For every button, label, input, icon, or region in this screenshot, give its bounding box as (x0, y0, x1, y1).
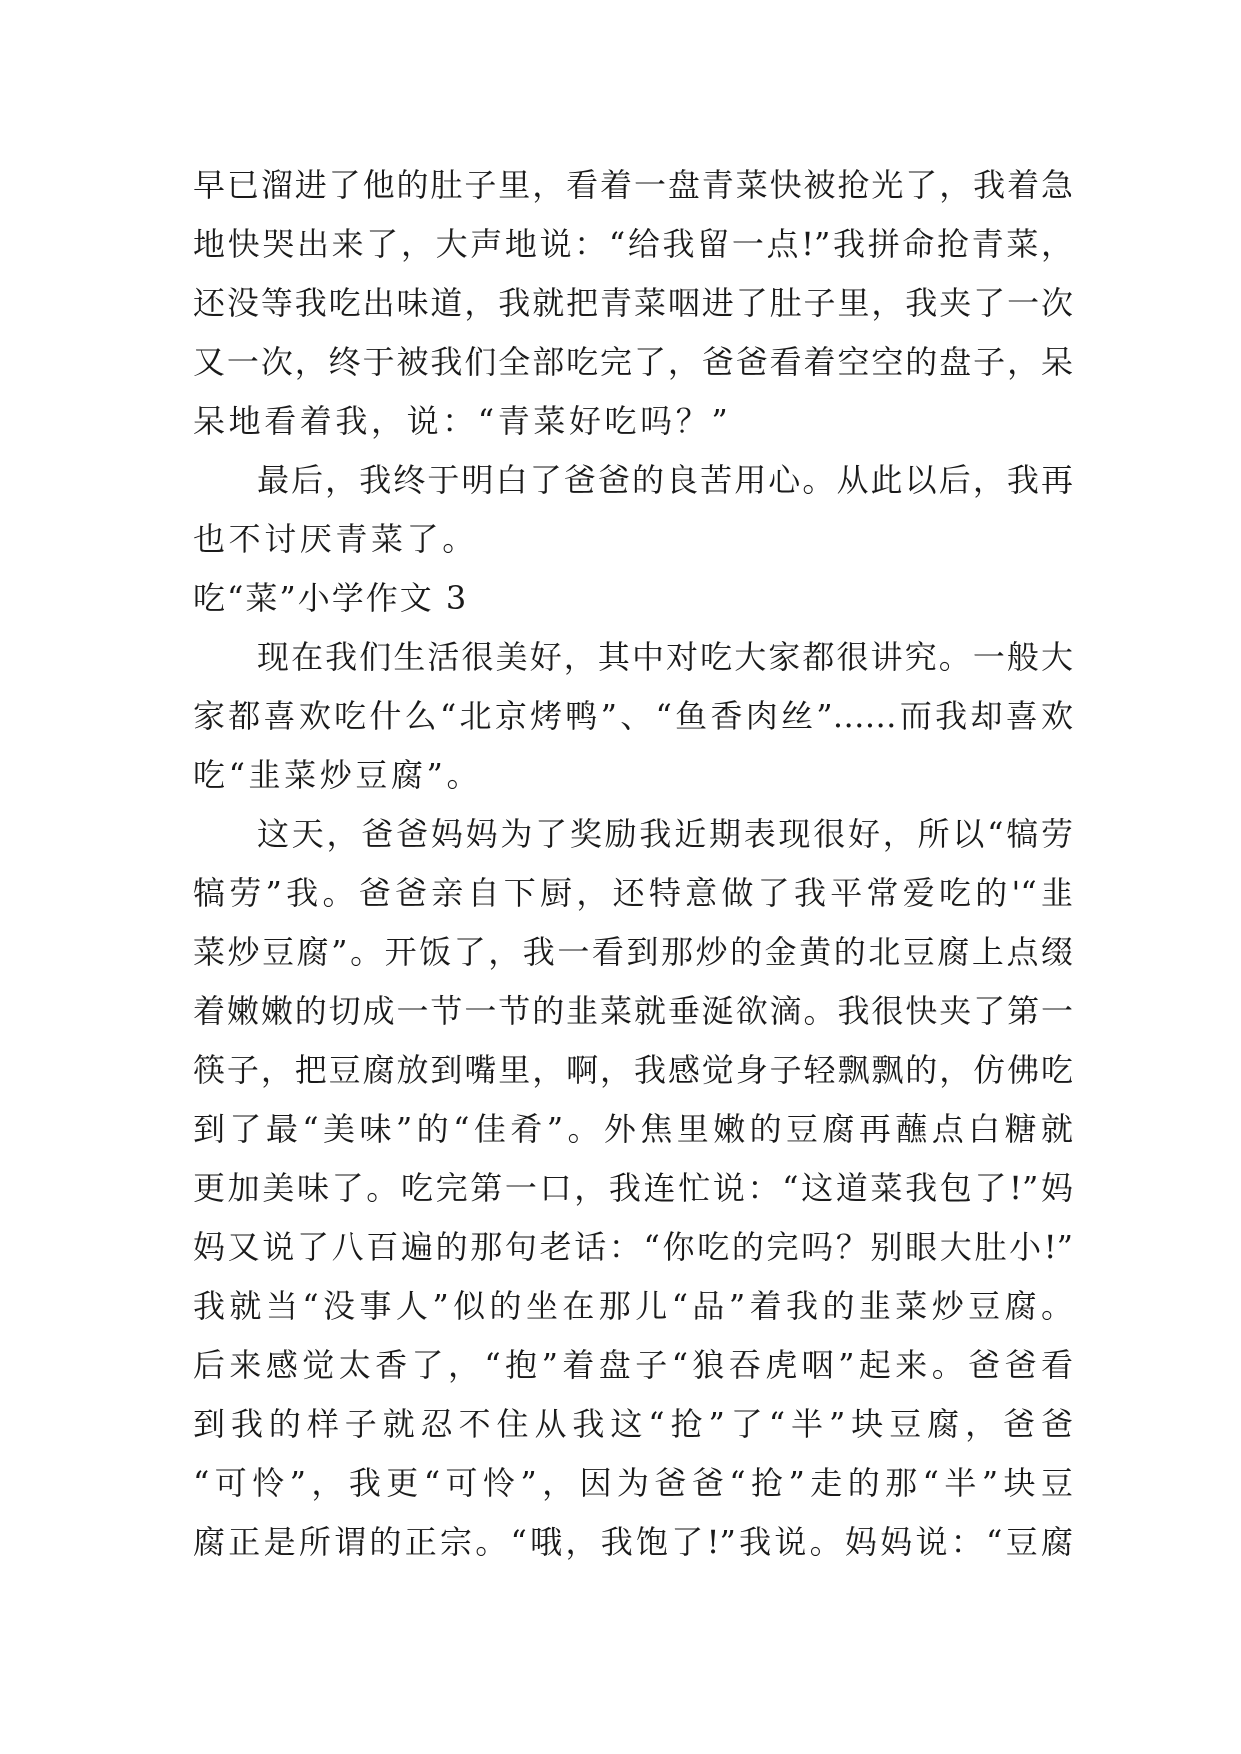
text-line: 着嫩嫩的切成一节一节的韭菜就垂涎欲滴。我很快夹了第一 (193, 992, 1073, 1030)
essay-body (193, 156, 1073, 1572)
text-line: 又一次，终于被我们全部吃完了，爸爸看着空空的盘子，呆 (193, 343, 1073, 381)
text-line: 到我的样子就忍不住从我这“抢”了“半”块豆腐，爸爸 (193, 1405, 1073, 1443)
text-line: 菜炒豆腐”。开饭了，我一看到那炒的金黄的北豆腐上点缀 (193, 933, 1073, 971)
text-line: 腐正是所谓的正宗。“哦，我饱了!”我说。妈妈说：“豆腐 (193, 1523, 1073, 1561)
text-line: 筷子，把豆腐放到嘴里，啊，我感觉身子轻飘飘的，仿佛吃 (193, 1051, 1073, 1089)
text-line: 更加美味了。吃完第一口，我连忙说：“这道菜我包了!”妈 (193, 1169, 1073, 1207)
text-line: 呆地看着我，说：“青菜好吃吗？” (193, 402, 732, 440)
text-line: 犒劳”我。爸爸亲自下厨，还特意做了我平常爱吃的'“韭 (193, 874, 1073, 912)
text-line: 妈又说了八百遍的那句老话：“你吃的完吗？别眼大肚小!” (193, 1228, 1073, 1266)
text-line: 地快哭出来了，大声地说：“给我留一点!”我拼命抢青菜， (193, 225, 1073, 263)
text-line: 后来感觉太香了，“抱”着盘子“狼吞虎咽”起来。爸爸看 (193, 1346, 1073, 1384)
text-line: 最后，我终于明白了爸爸的良苦用心。从此以后，我再 (257, 461, 1073, 499)
text-line: 现在我们生活很美好，其中对吃大家都很讲究。一般大 (257, 638, 1073, 676)
text-line: 家都喜欢吃什么“北京烤鸭”、“鱼香肉丝”……而我却喜欢 (193, 697, 1073, 735)
text-line: 这天，爸爸妈妈为了奖励我近期表现很好，所以“犒劳 (257, 815, 1073, 853)
text-line: 早已溜进了他的肚子里，看着一盘青菜快被抢光了，我着急 (193, 166, 1073, 204)
text-line: 吃“韭菜炒豆腐”。 (193, 756, 483, 794)
text-line: 到了最“美味”的“佳肴”。外焦里嫩的豆腐再蘸点白糖就 (193, 1110, 1073, 1148)
text-line: “可怜”，我更“可怜”，因为爸爸“抢”走的那“半”块豆 (193, 1464, 1073, 1502)
text-line: 我就当“没事人”似的坐在那儿“品”着我的韭菜炒豆腐。 (193, 1287, 1073, 1325)
text-line: 也不讨厌青菜了。 (193, 520, 478, 558)
text-line: 还没等我吃出味道，我就把青菜咽进了肚子里，我夹了一次 (193, 284, 1073, 322)
section-heading: 吃“菜”小学作文 3 (193, 579, 469, 617)
